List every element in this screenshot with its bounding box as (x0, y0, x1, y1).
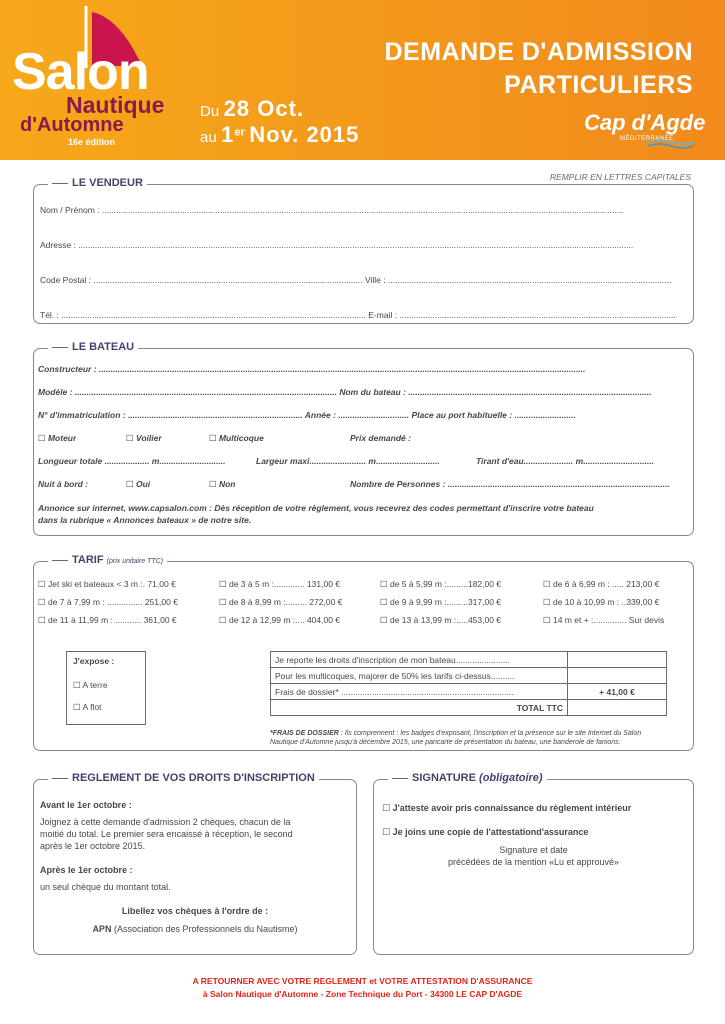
footer-line1: A RETOURNER AVEC VOTRE REGLEMENT et VOTRE ATTESTATION D'ASSURANCE (192, 976, 533, 986)
tarif-option[interactable]: ☐ de 8 à 8,99 m :......... 272,00 € (219, 597, 343, 607)
tarif-option[interactable]: ☐ de 12 à 12,99 m :.... 404,00 € (219, 615, 341, 625)
tel-email-field[interactable]: Tél. : ................................................................................................................................. E-mail : ..................................................................................................................... (40, 310, 676, 320)
non-checkbox[interactable]: ☐ Non (209, 479, 236, 489)
code-postal-ville-field[interactable]: Code Postal : .................................................................................................................. Ville : ........................................................................................................................ (40, 275, 672, 285)
dates-day1: 28 Oct. (223, 96, 305, 121)
nuit-a-bord-label: Nuit à bord : (38, 479, 89, 489)
tarif-option[interactable]: ☐ de 7 à 7,99 m : ............... 251,00 € (38, 597, 178, 607)
logo-salon-text: Salon (12, 43, 149, 101)
apn-text: APN (Association des Professionnels du Nautisme) (92, 924, 298, 934)
totals-label: Je reporte les droits d'inscription de mon bateau....................... (271, 652, 568, 668)
footer-line2: à Salon Nautique d'Automne - Zone Technique du Port - 34300 LE CAP D'AGDE (202, 989, 523, 999)
expose-box (66, 651, 146, 725)
logo-automne-text: d'Automne (20, 114, 124, 136)
apres-label: Après le 1er octobre : (40, 865, 133, 875)
bateau-section (33, 341, 694, 536)
tarif-option[interactable]: ☐ Jet ski et bateaux < 3 m :. 71,00 € (38, 579, 176, 589)
modele-nom-field[interactable]: Modèle : ............................................................................................................... Nom du bateau : ....................................................................................................... (38, 387, 652, 397)
totals-value[interactable] (568, 668, 667, 684)
totals-value: + 41,00 € (568, 684, 667, 700)
header-banner (0, 0, 725, 160)
voilier-checkbox[interactable]: ☐ Voilier (126, 433, 162, 443)
table-row (271, 684, 667, 700)
table-row (271, 652, 667, 668)
moteur-checkbox[interactable]: ☐ Moteur (38, 433, 77, 443)
reglement-interieur-checkbox[interactable]: ☐ J'atteste avoir pris connaissance du règlement intérieur (382, 803, 632, 813)
totals-label: Pour les multicoques, majorer de 50% les tarifs ci-dessus.......... (271, 668, 568, 684)
cap-agde-sub: MÉDITERRANÉE (620, 136, 674, 142)
signature-legend: SIGNATURE (obligatoire) (388, 772, 547, 784)
immatriculation-field[interactable]: N° d'immatriculation : .......................................................................... Année : .............................. Place au port habituelle : .......................... (38, 410, 576, 420)
nom-field[interactable]: Nom / Prénom : ............................................................................................................................................................................................................................. (40, 205, 624, 215)
table-row (271, 668, 667, 684)
signature-line1: Signature et date (499, 845, 568, 855)
tarif-section (33, 554, 694, 751)
totals-value[interactable] (568, 700, 667, 716)
attestation-assurance-checkbox[interactable]: ☐ Je joins une copie de l'attestationd'assurance (382, 827, 589, 837)
tarif-option[interactable]: ☐ 14 m et + :.............. Sur devis (543, 615, 665, 625)
largeur-field[interactable]: Largeur maxi........................ m........................... (256, 456, 440, 466)
tarif-option[interactable]: ☐ de 5 à 5,99 m :.........182,00 € (380, 579, 502, 589)
a-terre-checkbox[interactable]: ☐ A terre (73, 680, 108, 690)
logo-edition-text: 16e édition (68, 137, 116, 147)
page-title (384, 36, 693, 102)
cap-agde-logo: Cap d'Agde (584, 110, 706, 135)
reglement-section (33, 772, 357, 955)
personnes-field[interactable]: Nombre de Personnes : .............................................................................................. (350, 479, 670, 489)
logo-nautique-text: Nautique (66, 92, 165, 118)
avant-text: Joignez à cette demande d'admission 2 chèques, chacun de la moitié du total. Le premier sera encaissé à réception, le second après le 1er octobre 2015. (40, 817, 293, 851)
adresse-field[interactable]: Adresse : ........................................................................................................................................................................................................................................... (40, 240, 634, 250)
signature-section (373, 772, 694, 955)
dates-day2-sup: er (234, 126, 245, 139)
oui-checkbox[interactable]: ☐ Oui (126, 479, 151, 489)
dates-day2-num: 1 (221, 122, 235, 147)
tarif-option[interactable]: ☐ de 9 à 9,99 m :.........317,00 € (380, 597, 502, 607)
dates-day2-rest: Nov. 2015 (249, 122, 360, 147)
annonce-text-1: Annonce sur internet, www.capsalon.com : Dès réception de votre règlement, vous recevrez des codes permettant d'inscrire votre bateau (38, 503, 594, 513)
tarif-option[interactable]: ☐ de 6 à 6,99 m : ..... 213,00 € (543, 579, 660, 589)
tirant-field[interactable]: Tirant d'eau..................... m.............................. (476, 456, 655, 466)
vendeur-legend: LE VENDEUR (48, 177, 147, 189)
a-flot-checkbox[interactable]: ☐ A flot (73, 702, 102, 712)
title-line1: DEMANDE D'ADMISSION (384, 38, 693, 66)
title-line2: PARTICULIERS (504, 71, 693, 99)
tarif-option[interactable]: ☐ de 11 à 11,99 m : ........... 361,00 € (38, 615, 177, 625)
prix-demande-field[interactable]: Prix demandé : (350, 433, 411, 443)
libellez-label: Libellez vos chèques à l'ordre de : (121, 906, 269, 916)
totals-label: TOTAL TTC (271, 700, 568, 716)
expose-label: J'expose : (73, 656, 115, 666)
capitals-note: REMPLIR EN LETTRES CAPITALES (549, 172, 691, 182)
totals-value[interactable] (568, 652, 667, 668)
tarif-legend: TARIF (prix unitaire TTC) (48, 554, 167, 566)
totals-table (270, 651, 667, 716)
signature-line2: précédées de la mention «Lu et approuvé» (447, 857, 620, 867)
reglement-legend: REGLEMENT DE VOS DROITS D'INSCRIPTION (48, 772, 319, 784)
frais-note: *FRAIS DE DOSSIER : Ils comprennent : les badges d'exposant, l'inscription et la présence sur le site Internet du Salon Nautique d'Automne jusqu'à décembre 2015, une pancarte de présentation du bateau, une banderole de fanions. (270, 730, 642, 746)
multicoque-checkbox[interactable]: ☐ Multicoque (209, 433, 264, 443)
bateau-legend: LE BATEAU (48, 341, 138, 353)
totals-label: Frais de dossier* ......................................................................... (271, 684, 568, 700)
tarif-option[interactable]: ☐ de 10 à 10,99 m : ..339,00 € (543, 597, 660, 607)
dates-au: au (200, 129, 217, 146)
waves-icon (648, 138, 694, 150)
event-dates (200, 96, 359, 148)
tarif-option[interactable]: ☐ de 13 à 13,99 m :.....453,00 € (380, 615, 502, 625)
apres-text: un seul chèque du montant total. (40, 882, 171, 892)
avant-label: Avant le 1er octobre : (40, 800, 132, 810)
longueur-field[interactable]: Longueur totale ................... m............................ (38, 456, 226, 466)
tarif-option[interactable]: ☐ de 3 à 5 m :............. 131,00 € (219, 579, 341, 589)
annonce-text-2: dans la rubrique « Annonces bateaux » de notre site. (38, 515, 252, 525)
table-row (271, 700, 667, 716)
dates-du: Du (200, 103, 220, 120)
constructeur-field[interactable]: Constructeur : .............................................................................................................................................................................................................. (38, 364, 586, 374)
